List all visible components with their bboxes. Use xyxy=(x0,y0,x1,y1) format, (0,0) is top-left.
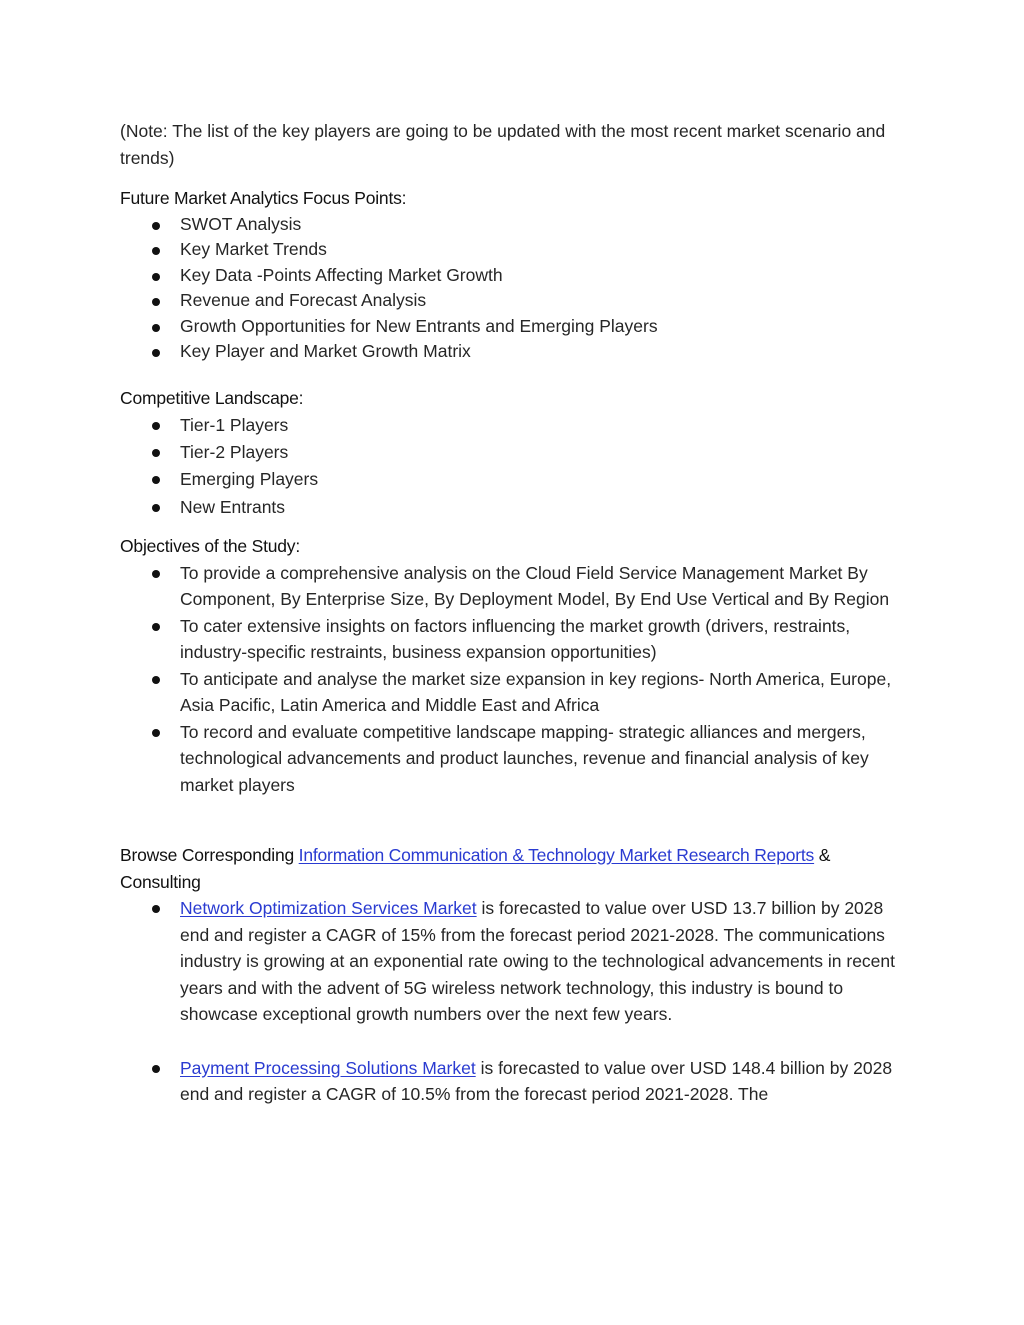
browse-heading xyxy=(120,842,910,895)
payment-processing-link[interactable]: Payment Processing Solutions Market xyxy=(180,1057,476,1078)
bullet-icon xyxy=(152,1065,160,1073)
browse-suffix: & Consulting xyxy=(120,845,831,892)
bullet-icon xyxy=(152,422,160,430)
bullet-icon xyxy=(152,222,160,230)
competitive-list xyxy=(120,412,910,522)
objectives-heading: Objectives of the Study: xyxy=(120,536,301,557)
bullet-icon xyxy=(152,504,160,512)
list-item-text: To cater extensive insights on factors influencing the market growth (drivers, restraints, industry-specific restraints, business expansion opportunities) xyxy=(180,615,851,663)
related-reports-list xyxy=(120,895,910,1108)
list-item-text: To anticipate and analyse the market size expansion in key regions- North America, Europe, Asia Pacific, Latin America and Middle East and Africa xyxy=(180,668,892,716)
list-item-text: is forecasted to value over USD 13.7 billion by 2028 end and register a CAGR of 15% from the forecast period 2021-2028. The communications industry is growing at an exponential rate owing to the technological advancements in recent years and with the advent of 5G wireless network technology, this industry is bound to showcase exceptional growth numbers over the next few years. xyxy=(180,898,896,1025)
list-item-text: is forecasted to value over USD 148.4 billion by 2028 end and register a CAGR of 10.5% from the forecast period 2021-2028. The xyxy=(180,1057,893,1105)
competitive-heading: Competitive Landscape: xyxy=(120,388,304,409)
list-item xyxy=(120,212,910,238)
list-item-text: Tier-1 Players xyxy=(180,414,289,435)
bullet-icon xyxy=(152,247,160,255)
browse-prefix: Browse Corresponding xyxy=(120,845,299,866)
bullet-icon xyxy=(152,570,160,578)
list-item-text: Growth Opportunities for New Entrants and Emerging Players xyxy=(180,315,658,336)
list-item-text: New Entrants xyxy=(180,496,286,517)
bullet-icon xyxy=(152,349,160,357)
list-item xyxy=(120,560,910,613)
note-paragraph: (Note: The list of the key players are going to be updated with the most recent market scenario and trends) xyxy=(120,121,886,168)
list-item xyxy=(120,339,910,365)
bullet-icon xyxy=(152,273,160,281)
document-page xyxy=(120,118,910,1108)
list-item-text: To provide a comprehensive analysis on the Cloud Field Service Management Market By Component, By Enterprise Size, By Deployment Model, By End Use Vertical and By Region xyxy=(180,562,890,610)
list-item xyxy=(120,288,910,314)
bullet-icon xyxy=(152,623,160,631)
list-item xyxy=(120,412,910,439)
list-item-text: Tier-2 Players xyxy=(180,441,289,462)
list-item xyxy=(120,613,910,666)
bullet-icon xyxy=(152,905,160,913)
bullet-icon xyxy=(152,676,160,684)
list-item-text: SWOT Analysis xyxy=(180,213,302,234)
list-item-text: Key Data -Points Affecting Market Growth xyxy=(180,264,503,285)
list-item xyxy=(120,666,910,719)
list-item xyxy=(120,719,910,799)
list-item-text: Emerging Players xyxy=(180,469,319,490)
focus-heading: Future Market Analytics Focus Points: xyxy=(120,188,407,208)
list-item xyxy=(120,494,910,521)
list-item xyxy=(120,237,910,263)
list-item-text: Key Market Trends xyxy=(180,239,327,260)
list-item xyxy=(120,263,910,289)
ict-reports-link[interactable]: Information Communication & Technology Market Research Reports xyxy=(298,845,815,866)
bullet-icon xyxy=(152,298,160,306)
list-item xyxy=(120,466,910,493)
bullet-icon xyxy=(152,449,160,457)
network-optimization-link[interactable]: Network Optimization Services Market xyxy=(180,898,477,919)
list-item-text: To record and evaluate competitive landscape mapping- strategic alliances and mergers, technological advancements and product launches, revenue and financial analysis of key market players xyxy=(180,721,869,795)
bullet-icon xyxy=(152,476,160,484)
list-item xyxy=(120,439,910,466)
focus-list xyxy=(120,212,910,366)
objectives-list xyxy=(120,560,910,799)
list-item-text: Revenue and Forecast Analysis xyxy=(180,290,427,311)
list-item xyxy=(120,1055,910,1108)
list-item xyxy=(120,314,910,340)
bullet-icon xyxy=(152,324,160,332)
list-item xyxy=(120,895,910,1028)
list-item-text: Key Player and Market Growth Matrix xyxy=(180,341,471,362)
bullet-icon xyxy=(152,729,160,737)
